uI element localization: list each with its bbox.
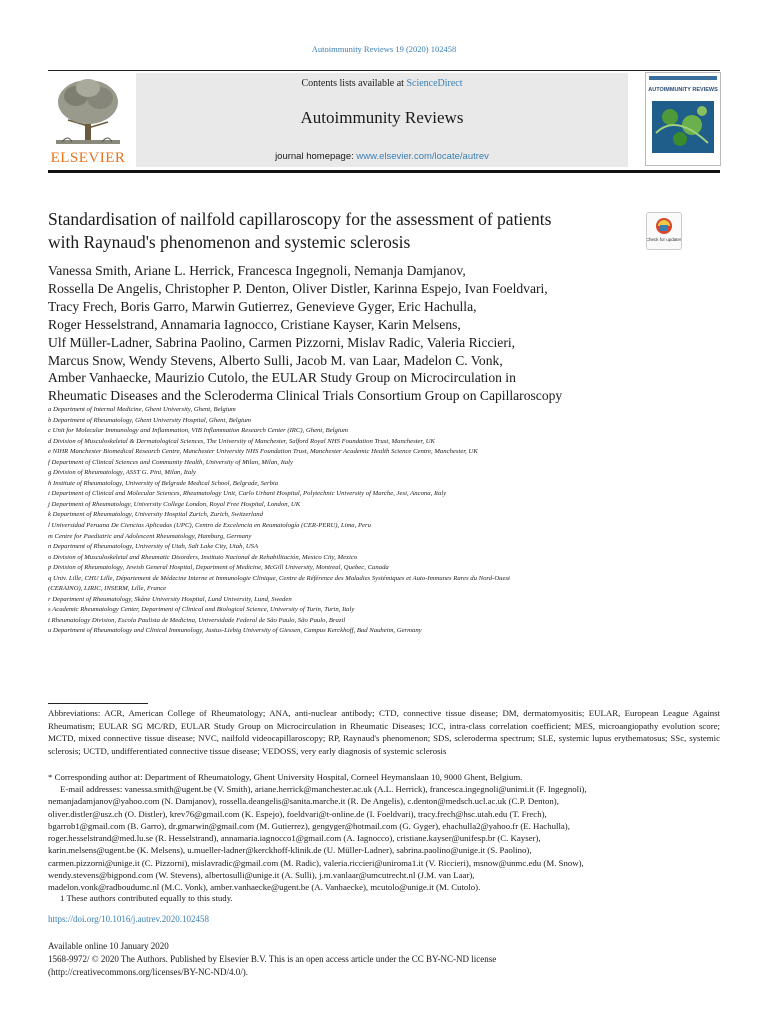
affiliation: p Division of Rheumatology, Jewish General Hospital, Department of Medicine, McGill University, Montreal, Quebec, Canada	[48, 564, 389, 572]
journal-homepage-line	[136, 151, 628, 162]
affiliation: o Division of Musculoskeletal and Rheumatic Disorders, Instituto Nacional de Rehabilitación, Mexico City, Mexico	[48, 553, 358, 561]
equal-contribution-note: 1 These authors contributed equally to this study.	[60, 893, 233, 903]
author-line: Roger Hesselstrand, Annamaria Iagnocco, Cristiane Kayser, Karin Melsens,	[48, 316, 461, 332]
affiliation: e NIHR Manchester Biomedical Research Centre, Manchester University NHS Foundation Trust, Manchester Academic Health Science Centre, Manchester, UK	[48, 448, 478, 456]
article-title-line-2: with Raynaud's phenomenon and systemic sclerosis	[48, 232, 411, 252]
available-online: Available online 10 January 2020	[48, 941, 169, 951]
author-list	[48, 262, 728, 405]
contents-prefix: Contents lists available at	[301, 78, 407, 89]
affiliation: s Academic Rheumatology Center, Department of Clinical and Biological Science, University of Turin, Turin, Italy	[48, 606, 355, 614]
email-addresses	[48, 783, 720, 894]
affiliation: f Department of Clinical Sciences and Community Health, University of Milan, Milan, Italy	[48, 458, 293, 466]
cover-title: AUTOIMMUNITY REVIEWS	[648, 87, 718, 93]
abbreviations-footnote: Abbreviations: ACR, American College of Rheumatology; ANA, anti-nuclear antibody; CTD, connective tissue disease; DM, dermatomyositis; EULAR, European League Against Rheumatism; EULAR SG MC/RD, EULAR Study Group on Microcirculation in Rheumatic Diseases; ICC, intra-class correlation coefficient; MES, microangiopathy evolution score; MCTD, mixed connective tissue disease; NVC, nailfold videocapillaroscopy; RP, Raynaud's phenomenon; SDS, scleroderma spectrum; SLE, systemic lupus erythematosus; SSc, systemic sclerosis; UCTD, undifferentiated connective tissue disease; VEDOSS, very early diagnosis of systemic sclerosis	[48, 708, 720, 756]
journal-title: Autoimmunity Reviews	[300, 108, 464, 127]
affiliation: b Department of Rheumatology, Ghent University Hospital, Ghent, Belgium	[48, 416, 252, 424]
email-line: bgarrob1@gmail.com (B. Garro), dr.gmarwin@gmail.com (M. Gutierrez), gengyger@hotmail.com (G. Gyger), ehachulla2@yahoo.fr (E. Hachulla),	[48, 820, 570, 831]
affiliation: d Division of Musculoskeletal & Dermatological Sciences, The University of Manchester, Salford Royal NHS Foundation Trust, Manchester, UK	[48, 437, 436, 445]
email-line: nemanjadamjanov@yahoo.com (N. Damjanov), rossella.deangelis@sanita.marche.it (R. De Angelis), c.denton@medsch.ucl.ac.uk (C.P. Denton),	[48, 796, 559, 807]
affiliation: (CERAINO), LIRIC, INSERM, Lille, France	[48, 585, 167, 593]
header-bottom-rule	[48, 170, 720, 173]
email-line: wendy.stevens@bigpond.com (W. Stevens), albertosulli@unige.it (A. Sulli), j.m.vanlaar@umcutrecht.nl (J.M. van Laar),	[48, 870, 475, 881]
affiliation: l Universidad Peruana De Ciencias Aplicadas (UPC), Centro de Excelencia en Reumatología (CER-PERU), Lima, Peru	[48, 522, 371, 530]
footnote-rule	[48, 703, 148, 704]
author-line: Rheumatic Diseases and the Scleroderma Clinical Trials Consortium Group on Capillaroscopy	[48, 388, 563, 404]
license-line-2: (http://creativecommons.org/licenses/BY-NC-ND/4.0/).	[48, 966, 249, 977]
email-line: oliver.distler@usz.ch (O. Distler), krev76@gmail.com (K. Espejo), foeldvari@t-online.de (I. Foeldvari), tracy.frech@hsc.utah.edu (T. Frech),	[48, 808, 547, 819]
author-line: Rossella De Angelis, Christopher P. Denton, Oliver Distler, Karinna Espejo, Ivan Foeldvari,	[48, 280, 548, 296]
header-top-rule	[48, 70, 720, 71]
affiliation: n Department of Rheumatology, University of Utah, Salt Lake City, Utah, USA	[48, 543, 259, 551]
author-line: Tracy Frech, Boris Garro, Marwin Gutierrez, Genevieve Gyger, Eric Hachulla,	[48, 298, 477, 314]
affiliation: m Centre for Paediatric and Adolescent Rheumatology, Hamburg, Germany	[48, 532, 252, 540]
check-for-updates-badge[interactable]	[646, 212, 682, 250]
affiliation-list	[48, 405, 728, 637]
journal-reference[interactable]: Autoimmunity Reviews 19 (2020) 102458	[311, 44, 457, 54]
affiliation: t Rheumatology Division, Escola Paulista de Medicina, Universidade Federal de São Paulo, São Paulo, Brazil	[48, 616, 346, 624]
author-line: Marcus Snow, Wendy Stevens, Alberto Sulli, Jacob M. van Laar, Madelon C. Vonk,	[48, 352, 503, 368]
email-line: karin.melsens@ugent.be (K. Melsens), u.mueller-ladner@kerckhoff-klinik.de (U. Müller-Ladner), sabrina.paolino@unige.it (S. Paolino),	[48, 845, 532, 856]
affiliation: h Institute of Rheumatology, University of Belgrade Medical School, Belgrade, Serbia	[48, 479, 279, 487]
sciencedirect-link[interactable]: ScienceDirect	[406, 78, 463, 89]
check-for-updates-label: Check for updates	[647, 237, 681, 242]
license-line-1: 1568-9972/ © 2020 The Authors. Published by Elsevier B.V. This is an open access article under the CC BY-NC-ND license	[48, 954, 497, 964]
check-for-updates-icon	[647, 213, 681, 249]
article-title-line-1: Standardisation of nailfold capillaroscopy for the assessment of patients	[48, 209, 552, 229]
email-line: roger.hesselstrand@med.lu.se (R. Hesselstrand), annamaria.iagnocco1@gmail.com (A. Iagnocco), cristiane.kayser@unifesp.br (C. Kayser),	[48, 833, 541, 844]
doi-link[interactable]: https://doi.org/10.1016/j.autrev.2020.102458	[48, 914, 209, 924]
affiliation: q Univ. Lille, CHU Lille, Département de Médecine Interne et Immunologie Clinique, Centre de Référence des Maladies Systémiques et Auto-Immunes Rares du Nord-Ouest	[48, 574, 510, 582]
author-line: Amber Vanhaecke, Maurizio Cutolo, the EULAR Study Group on Microcirculation in	[48, 370, 516, 386]
homepage-prefix: journal homepage:	[275, 151, 357, 162]
corresponding-author-note: * Corresponding author at: Department of Rheumatology, Ghent University Hospital, Corneel Heymanslaan 10, 9000 Ghent, Belgium.	[48, 772, 523, 782]
homepage-link[interactable]: www.elsevier.com/locate/autrev	[356, 151, 489, 162]
affiliation: c Unit for Molecular Immunology and Inflammation, VIB Inflammation Research Center (IRC), Ghent, Belgium	[48, 427, 348, 435]
affiliation: j Department of Rheumatology, University College London, Royal Free Hospital, London, UK	[48, 500, 301, 508]
email-line: madelon.vonk@radboudumc.nl (M.C. Vonk), amber.vanhaecke@ugent.be (A. Vanhaecke), mcutolo@unige.it (M. Cutolo).	[48, 882, 481, 893]
email-line: E-mail addresses: vanessa.smith@ugent.be (V. Smith), ariane.herrick@manchester.ac.uk (A.L. Herrick), francesca.ingegnoli@unimi.it (F. Ingegnoli),	[60, 784, 587, 794]
affiliation: r Department of Rheumatology, Skåne University Hospital, Lund University, Lund, Sweden	[48, 595, 292, 603]
article-title	[48, 208, 628, 254]
affiliation: a Department of Internal Medicine, Ghent University, Ghent, Belgium	[48, 406, 236, 413]
email-line: carmen.pizzorni@unige.it (C. Pizzorni), mislavradic@gmail.com (M. Radic), valeria.riccieri@uniroma1.it (V. Riccieri), msnow@unmc.edu (M. Snow),	[48, 857, 584, 868]
elsevier-wordmark: ELSEVIER	[50, 150, 126, 166]
author-line: Ulf Müller-Ladner, Sabrina Paolino, Carmen Pizzorni, Mislav Radic, Valeria Riccieri,	[48, 334, 516, 350]
license-statement	[48, 953, 608, 978]
affiliation: k Department of Rheumatology, University Hospital Zurich, Zurich, Switzerland	[48, 511, 263, 519]
affiliation: i Department of Clinical and Molecular Sciences, Rheumatology Unit, Carlo Urbani Hospital, Polytechnic University of Marche, Jesi, Ancona, Italy	[48, 490, 447, 498]
contents-available-line	[136, 78, 628, 89]
affiliation: u Department of Rheumatology and Clinical Immunology, Justus-Liebig University of Giessen, Campus Kerckhoff, Bad Nauheim, Germany	[48, 627, 422, 635]
affiliation: g Division of Rheumatology, ASST G. Pini, Milan, Italy	[48, 469, 196, 477]
author-line: Vanessa Smith, Ariane L. Herrick, Francesca Ingegnoli, Nemanja Damjanov,	[48, 263, 466, 278]
journal-cover-thumbnail-icon[interactable]	[645, 72, 721, 166]
